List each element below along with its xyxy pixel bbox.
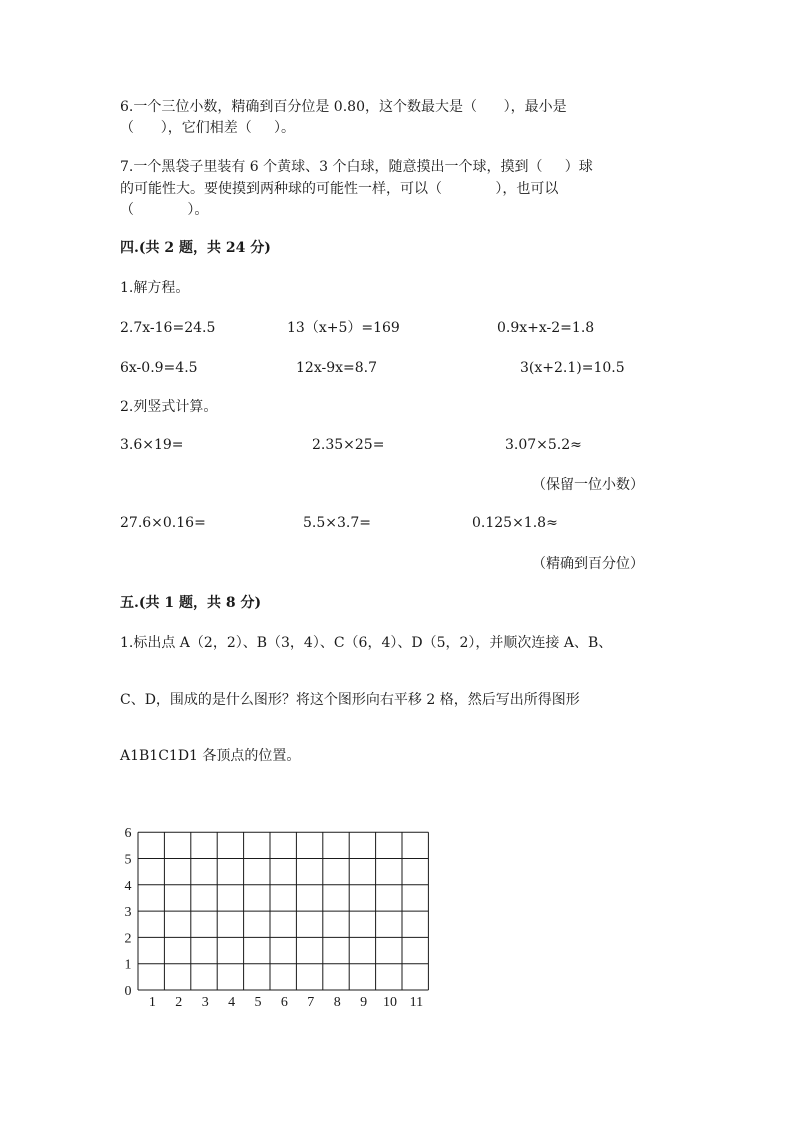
calc-1: 3.6×19= xyxy=(120,437,184,453)
q7-line3: （ ）。 xyxy=(120,202,209,218)
equation-3: 0.9x+x-2=1.8 xyxy=(497,320,595,336)
q7-line1: 7.一个黑袋子里装有 6 个黄球、3 个白球，随意摸出一个球，摸到（ ）球 xyxy=(120,159,593,175)
coordinate-grid xyxy=(110,820,450,1020)
section4-heading: 四.(共 2 题，共 24 分) xyxy=(120,240,271,256)
x-axis-label: 6 xyxy=(280,995,288,1010)
x-axis-label: 1 xyxy=(148,995,156,1010)
q7-line2: 的可能性大。要使摸到两种球的可能性一样，可以（ ），也可以 xyxy=(120,181,559,197)
grid-lines xyxy=(138,832,428,990)
x-axis-label: 8 xyxy=(333,995,341,1010)
q6-line1: 6.一个三位小数，精确到百分位是 0.80，这个数最大是（ ），最小是 xyxy=(120,99,567,115)
equation-2: 13（x+5）=169 xyxy=(287,320,400,336)
section4-q1-title: 1.解方程。 xyxy=(120,280,190,296)
section5-q1-line1: 1.标出点 A（2，2）、B（3，4）、C（6，4）、D（5，2），并顺次连接 A、B、 xyxy=(120,635,613,651)
calc-2: 2.35×25= xyxy=(312,437,385,453)
x-axis-label: 3 xyxy=(201,995,209,1010)
y-axis-label: 0 xyxy=(124,984,132,999)
equation-6: 3(x+2.1)=10.5 xyxy=(520,360,625,376)
q6-line2: （ ），它们相差（ ）。 xyxy=(120,120,295,136)
equation-1: 2.7x-16=24.5 xyxy=(120,320,216,336)
y-axis-label: 6 xyxy=(124,826,132,842)
y-axis-label: 5 xyxy=(124,852,132,868)
y-axis-label: 3 xyxy=(124,905,132,921)
section5-q1-line3: A1B1C1D1 各顶点的位置。 xyxy=(120,748,301,764)
section4-q2-title: 2.列竖式计算。 xyxy=(120,399,218,415)
section5-q1-line2: C、D，围成的是什么图形？将这个图形向右平移 2 格，然后写出所得图形 xyxy=(120,692,580,708)
x-axis-label: 11 xyxy=(409,995,424,1010)
y-axis-label: 1 xyxy=(124,957,132,973)
section5-heading: 五.(共 1 题，共 8 分) xyxy=(120,595,262,611)
note-round-hundredths: （精确到百分位） xyxy=(532,556,644,572)
equation-4: 6x-0.9=4.5 xyxy=(120,360,198,376)
x-axis-label: 9 xyxy=(360,995,368,1010)
x-axis-label: 10 xyxy=(383,995,397,1010)
equation-5: 12x-9x=8.7 xyxy=(296,360,377,376)
y-axis-label: 2 xyxy=(124,931,132,947)
x-axis-labels xyxy=(149,995,423,1010)
x-axis-label: 4 xyxy=(228,995,236,1010)
calc-5: 5.5×3.7= xyxy=(303,515,371,531)
calc-3: 3.07×5.2≈ xyxy=(505,437,582,453)
calc-6: 0.125×1.8≈ xyxy=(472,515,558,531)
x-axis-label: 7 xyxy=(307,995,315,1010)
y-axis-labels xyxy=(125,826,132,999)
y-axis-label: 4 xyxy=(124,878,132,894)
calc-4: 27.6×0.16= xyxy=(120,515,206,531)
x-axis-label: 5 xyxy=(254,995,262,1010)
x-axis-label: 2 xyxy=(175,995,183,1010)
note-round-one-decimal: （保留一位小数） xyxy=(532,477,644,493)
